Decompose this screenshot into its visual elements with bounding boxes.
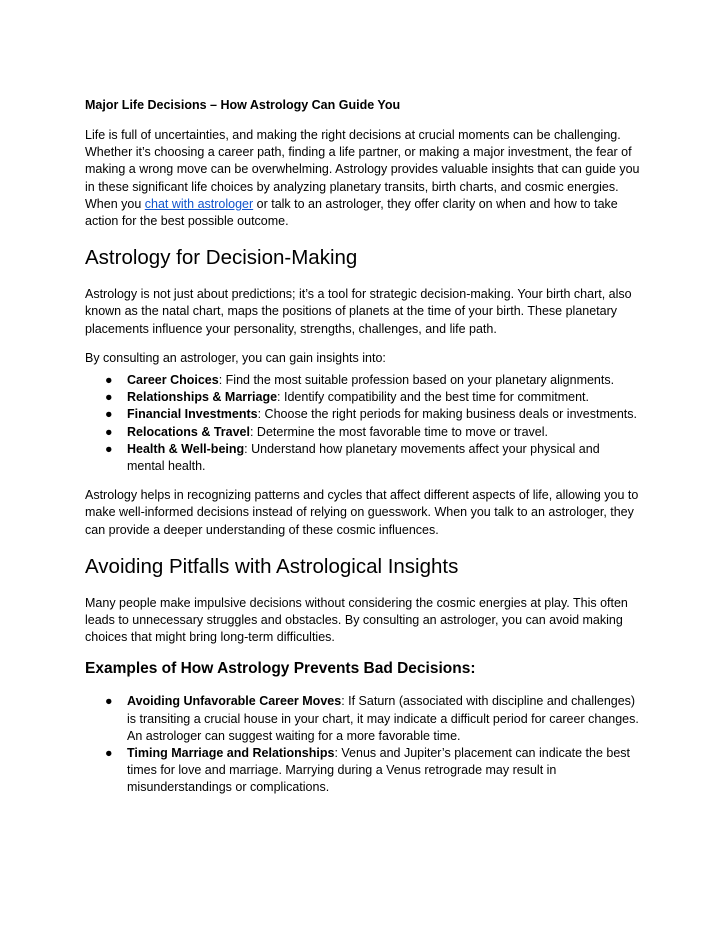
list-item [85,424,640,441]
section1-paragraph-2: By consulting an astrologer, you can gain insights into: [85,350,386,365]
list-item [85,693,640,745]
bullet-icon: ● [105,441,113,456]
intro-paragraph [85,127,640,230]
examples-bullet-list [85,693,640,796]
list-item [85,745,640,797]
list-item-text: : Choose the right periods for making business deals or investments. [257,407,637,422]
list-item-text: : Identify compatibility and the best time for commitment. [277,390,589,405]
list-item-label: Timing Marriage and Relationships [127,746,335,761]
list-item [85,441,640,475]
list-item-label: Career Choices [127,373,219,388]
list-item [85,406,640,423]
insights-bullet-list [85,372,640,475]
list-item-label: Financial Investments [127,407,258,422]
list-item-label: Avoiding Unfavorable Career Moves [127,694,342,709]
list-item-text: : Find the most suitable profession based on your planetary alignments. [218,373,615,388]
intro-text-after-link: or talk to an astrologer, they offer clarity on when and how to take action for the best possible outcome. [85,196,618,229]
list-item [85,372,640,389]
bullet-icon: ● [105,424,113,439]
bullet-icon: ● [105,390,113,405]
list-item-text: : Determine the most favorable time to move or travel. [249,424,549,439]
list-item-text: : Understand how planetary movements affect your physical and mental health. [127,441,600,474]
bullet-icon: ● [105,407,113,422]
bullet-icon: ● [105,694,113,709]
section2-paragraph-1: Many people make impulsive decisions without considering the cosmic energies at play. This often leads to unnecessary struggles and obstacles. By consulting an astrologer, you can avoid making choices that might bring long-term difficulties. [85,595,628,645]
section1-paragraph-3: Astrology helps in recognizing patterns and cycles that affect different aspects of life, allowing you to make well-informed decisions instead of relying on guesswork. When you talk to an astrologer, they can provide a deeper understanding of these cosmic influences. [85,488,639,537]
section-heading-avoiding-pitfalls: Avoiding Pitfalls with Astrological Insights [85,554,459,578]
subheading-examples: Examples of How Astrology Prevents Bad Decisions: [85,660,476,678]
list-item-label: Relocations & Travel [127,424,250,439]
chat-with-astrologer-link[interactable]: chat with astrologer [144,196,254,211]
intro-text-before-link: Life is full of uncertainties, and making the right decisions at crucial moments can be challenging. Whether it’s choosing a career path, finding a life partner, or making a major investment, the fear of making a wrong move can be overwhelming. Astrology provides valuable insights that can guide you in these significant life choices by analyzing planetary transits, birth charts, and cosmic energies. When you [85,128,640,211]
list-item [85,389,640,406]
list-item-text: : If Saturn (associated with discipline and challenges) is transiting a crucial house in your chart, it may indicate a difficult period for career changes. An astrologer can suggest waiting for a more favorable time. [127,694,639,743]
section-heading-decision-making: Astrology for Decision-Making [85,246,358,270]
section1-paragraph-1: Astrology is not just about predictions; it’s a tool for strategic decision-making. Your birth chart, also known as the natal chart, maps the positions of planets at the time of your birth. These planetary placements influence your personality, strengths, challenges, and life path. [85,287,632,336]
list-item-text: : Venus and Jupiter’s placement can indicate the best times for love and marriage. Marrying during a Venus retrograde may result in misunderstandings or complications. [127,746,631,795]
document-title: Major Life Decisions – How Astrology Can Guide You [85,98,401,112]
bullet-icon: ● [105,746,113,761]
bullet-icon: ● [105,373,113,388]
list-item-label: Relationships & Marriage [127,390,278,405]
list-item-label: Health & Well-being [127,441,245,456]
